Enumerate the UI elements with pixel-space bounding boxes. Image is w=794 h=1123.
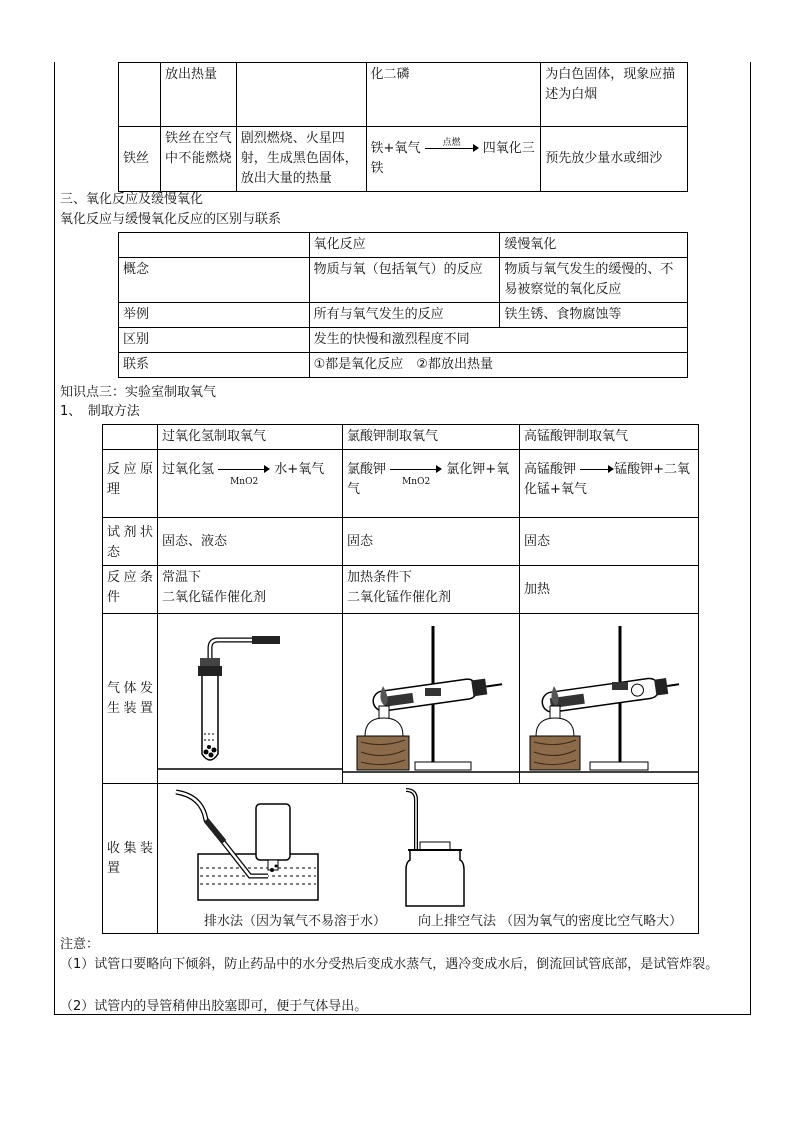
reactant: 铁+氧气 (370, 141, 421, 156)
header-cell: 高锰酸钾制取氧气 (520, 425, 699, 450)
reaction-arrow (425, 137, 479, 156)
cell: 所有与氧气发生的反应 (309, 303, 500, 328)
cell-kclo3-equation (343, 450, 520, 518)
cell: 物质与氧（包括氧气）的反应 (309, 258, 500, 303)
reaction-arrow (580, 463, 614, 477)
cell (236, 63, 366, 127)
cell: 加热条件下 二氧化锰作催化剂 (343, 566, 520, 614)
heating-apparatus-illustration (520, 614, 698, 782)
test-tube-apparatus-illustration (158, 614, 342, 782)
header-cell (103, 425, 158, 450)
cell-iron-wire: 铁丝 (119, 127, 161, 192)
cell: 放出热量 (160, 63, 236, 127)
row-label: 收集装置 (103, 784, 158, 934)
notes-title: 注意： (60, 937, 100, 952)
product: 氯化钾+氧气 (347, 462, 510, 497)
cell: 剧烈燃烧、火星四射，生成黑色固体，放出大量的热量 (236, 127, 366, 192)
row-label: 概念 (119, 258, 310, 303)
header-cell: 氯酸钾制取氧气 (343, 425, 520, 450)
cell: 预先放少量水或细沙 (541, 127, 688, 192)
header-cell: 缓慢氧化 (500, 233, 688, 258)
product: 四氧化三铁 (370, 141, 535, 176)
section-subheading: 氧化反应与缓慢氧化反应的区别与联系 (60, 212, 282, 227)
product: 水+氧气 (274, 462, 325, 477)
h2o2-apparatus (158, 614, 343, 784)
note-2: （2）试管内的导管稍伸出胶塞即可，便于气体导出。 (60, 999, 368, 1014)
combustion-table (118, 62, 688, 192)
collection-apparatus (158, 784, 699, 934)
cell: 固态、液态 (158, 518, 343, 566)
cell: 固态 (343, 518, 520, 566)
section-heading: 三、氧化反应及缓慢氧化 (60, 192, 204, 207)
row-label: 气体发生装置 (103, 614, 158, 784)
row-label: 反应条件 (103, 566, 158, 614)
reactant: 氯酸钾 (347, 462, 387, 477)
row-label: 区别 (119, 328, 310, 353)
cell-h2o2-equation (158, 450, 343, 518)
reaction-arrow (218, 463, 270, 487)
cell: 铁丝在空气中不能燃烧 (160, 127, 236, 192)
cell: 固态 (520, 518, 699, 566)
collection-caption-water: 排水法（因为氧气不易溶于水） (204, 914, 387, 929)
header-cell: 氧化反应 (309, 233, 500, 258)
row-label: 联系 (119, 353, 310, 378)
reaction-condition: MnO2 (230, 476, 259, 487)
collection-caption-air: 向上排空气法 （因为氧气的密度比空气略大） (418, 914, 683, 929)
product: 锰酸钾+二氧化锰+氧气 (524, 462, 691, 497)
kmno4-apparatus (520, 614, 699, 784)
header-cell (119, 233, 310, 258)
oxygen-prep-table (102, 424, 699, 934)
cell-iron-equation (366, 127, 541, 192)
cell: ①都是氧化反应 ②都放出热量 (309, 353, 687, 378)
row-label: 反应原理 (103, 450, 158, 518)
oxidation-table (118, 232, 688, 378)
cell: 加热 (520, 566, 699, 614)
cell: 铁生锈、食物腐蚀等 (500, 303, 688, 328)
row-label: 试剂状态 (103, 518, 158, 566)
cell: 发生的快慢和激烈程度不同 (309, 328, 687, 353)
cell: 为白色固体，现象应描述为白烟 (541, 63, 688, 127)
cell: 物质与氧气发生的缓慢的、不易被察觉的氧化反应 (500, 258, 688, 303)
note-1: （1）试管口要略向下倾斜，防止药品中的水分受热后变成水蒸气，遇冷变成水后，倒流回试管底部，是试管炸裂。 (60, 957, 719, 972)
item-heading: 1、 制取方法 (60, 404, 140, 419)
reactant: 高锰酸钾 (524, 462, 577, 477)
reaction-condition: 点燃 (442, 137, 461, 148)
knowledge-point-title: 知识点三：实验室制取氧气 (60, 385, 217, 400)
header-cell: 过氧化氢制取氧气 (158, 425, 343, 450)
reaction-condition: MnO2 (402, 476, 431, 487)
heating-apparatus-illustration (343, 614, 519, 782)
gas-collection-illustration (158, 784, 698, 912)
reaction-arrow (390, 463, 442, 487)
cell-kmno4-equation (520, 450, 699, 518)
cell (119, 63, 161, 127)
kclo3-apparatus (343, 614, 520, 784)
row-label: 举例 (119, 303, 310, 328)
cell: 常温下 二氧化锰作催化剂 (158, 566, 343, 614)
reactant: 过氧化氢 (162, 462, 215, 477)
cell: 化二磷 (366, 63, 541, 127)
